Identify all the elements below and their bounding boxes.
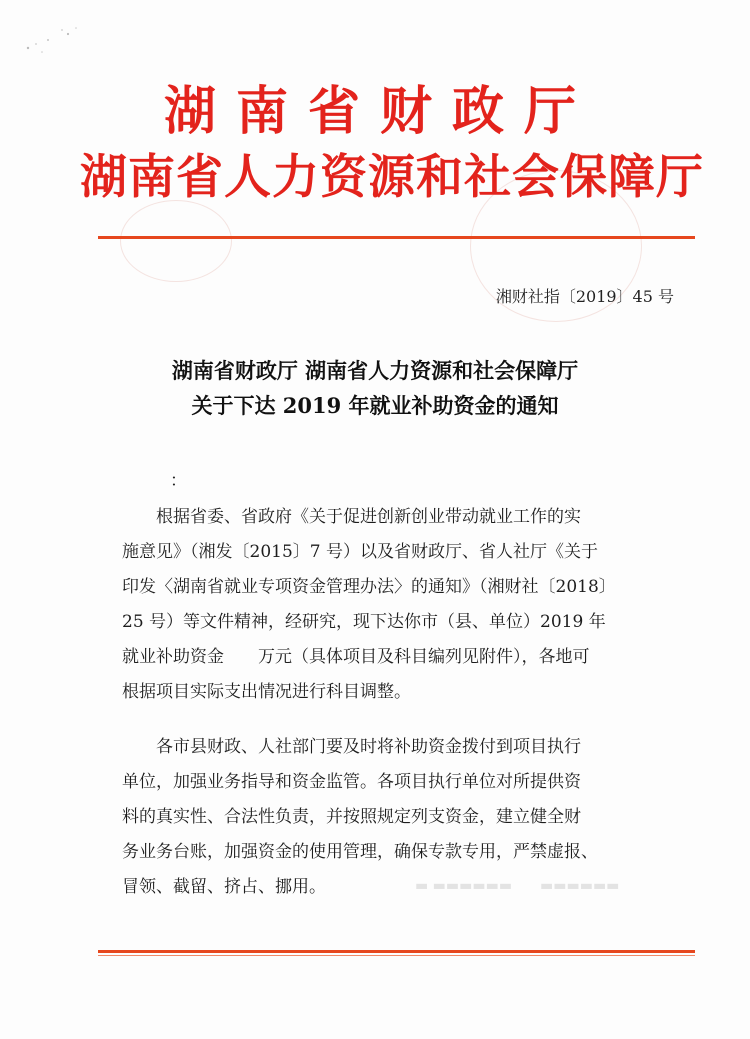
paragraph-line: 务业务台账，加强资金的使用管理，确保专款专用，严禁虚报、 <box>122 842 598 862</box>
paragraph-line: 根据省委、省政府《关于促进创新创业带动就业工作的实 <box>156 507 581 527</box>
document-number: 湘财社指〔2019〕45 号 <box>495 287 674 306</box>
paragraph-line: 各市县财政、人社部门要及时将补助资金拨付到项目执行 <box>156 737 581 757</box>
issuer-name-hrss-dept: 湖南省人力资源和社会保障厅 <box>80 150 704 205</box>
paragraph-line: 料的真实性、合法性负责，并按照规定列支资金，建立健全财 <box>122 807 581 827</box>
red-footer-rule-thin <box>98 955 695 956</box>
paragraph-line: 根据项目实际支出情况进行科目调整。 <box>122 682 411 702</box>
red-footer-rule <box>98 950 695 953</box>
faint-seal-bleedthrough <box>120 200 232 282</box>
issuer-name-finance-dept: 湖南省财政厅 <box>163 81 596 142</box>
red-header-rule <box>98 236 695 239</box>
reverse-side-bleedthrough: ▬ ▬▬▬▬▬▬ ▬▬▬▬▬▬ <box>415 878 620 894</box>
scan-speckles <box>18 18 88 68</box>
paragraph-line: 印发〈湖南省就业专项资金管理办法〉的通知》（湘财社〔2018〕 <box>122 577 616 597</box>
paragraph-line: 施意见》（湘发〔2015〕7 号）以及省财政厅、省人社厅《关于 <box>122 542 598 562</box>
paragraph-line: 冒领、截留、挤占、挪用。 <box>122 877 326 897</box>
body-paragraph-2 <box>122 730 682 905</box>
salutation: ： <box>170 471 187 491</box>
document-title-line-1: 湖南省财政厅 湖南省人力资源和社会保障厅 <box>171 358 579 383</box>
paragraph-line: 25 号）等文件精神，经研究，现下达你市（县、单位）2019 年 <box>122 612 606 632</box>
document-title-line-2: 关于下达 2019 年就业补助资金的通知 <box>191 393 559 418</box>
body-paragraph-1 <box>122 500 682 710</box>
paragraph-line: 单位，加强业务指导和资金监管。各项目执行单位对所提供资 <box>122 772 581 792</box>
paragraph-line: 就业补助资金 万元（具体项目及科目编列见附件），各地可 <box>122 647 590 667</box>
